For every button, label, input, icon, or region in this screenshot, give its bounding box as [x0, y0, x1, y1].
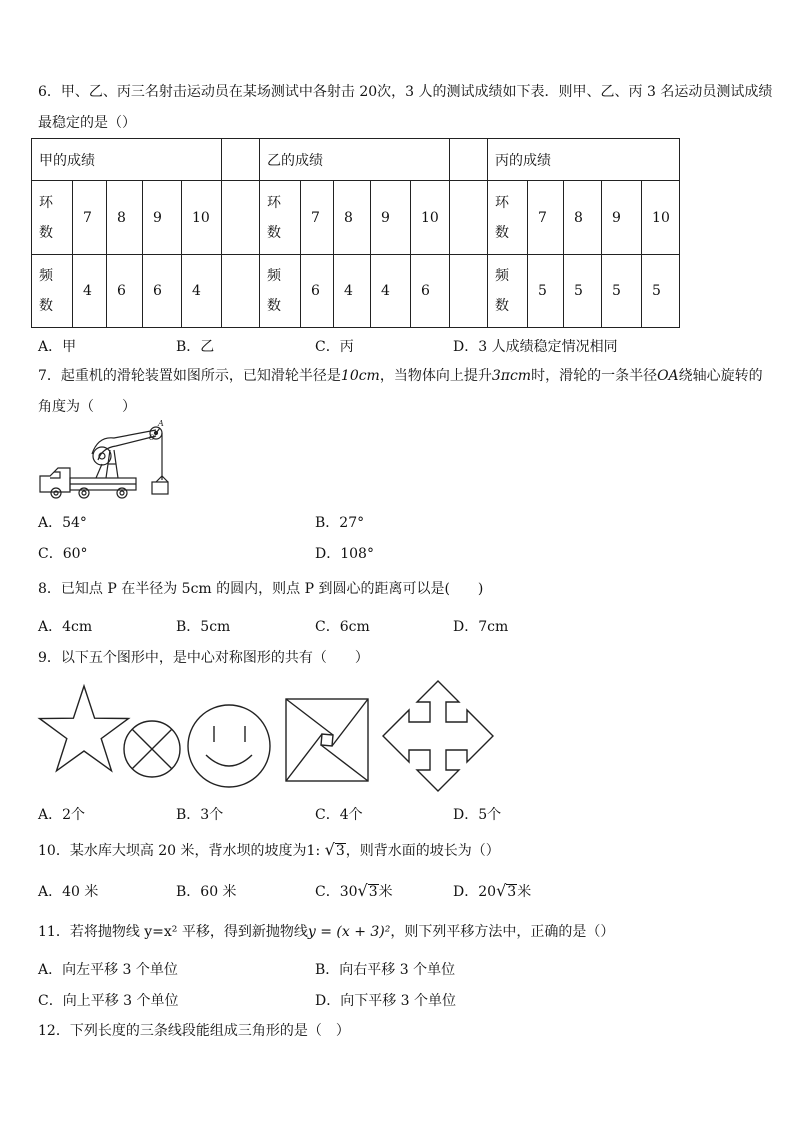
freq-cell: 6 — [411, 255, 450, 328]
q10-option-a[interactable]: A．40 米 — [38, 884, 99, 900]
freq-cell: 5 — [528, 255, 564, 328]
q9-option-d[interactable]: D．5个 — [453, 807, 502, 823]
q11-formula: y = (x + 3)² — [307, 924, 391, 940]
q8-option-b[interactable]: B．5cm — [176, 619, 231, 635]
q10-option-b[interactable]: B．60 米 — [176, 884, 237, 900]
q6-option-d[interactable]: D．3 人成绩稳定情况相同 — [453, 339, 618, 355]
q9-option-c[interactable]: C．4个 — [315, 807, 363, 823]
freq-cell: 4 — [182, 255, 222, 328]
ring-cell: 10 — [411, 181, 450, 255]
q11-option-d[interactable]: D．向下平移 3 个单位 — [315, 993, 457, 1009]
q6-stem-line2: 最稳定的是（） — [38, 115, 136, 131]
q9-figures — [38, 680, 498, 792]
q7-stem-line1: 7．起重机的滑轮装置如图所示，已知滑轮半径是10cm，当物体向上提升3πcm时，滑轮的一条半径OA绕轴心旋转的 — [38, 368, 763, 384]
star-figure — [40, 686, 129, 771]
q10-option-c[interactable]: C．30√3米 — [315, 881, 393, 900]
q7-option-c[interactable]: C．60° — [38, 546, 88, 562]
freq-cell: 4 — [73, 255, 107, 328]
freq-cell: 6 — [107, 255, 143, 328]
table-spacer — [222, 181, 260, 255]
q8-option-d[interactable]: D．7cm — [453, 619, 509, 635]
q11-option-a[interactable]: A．向左平移 3 个单位 — [38, 962, 178, 978]
q9-option-b[interactable]: B．3个 — [176, 807, 224, 823]
four-arrow-figure — [383, 681, 493, 791]
table-header-jia: 甲的成绩 — [32, 139, 222, 181]
q8-option-c[interactable]: C．6cm — [315, 619, 370, 635]
table-spacer — [222, 139, 260, 181]
freq-cell: 6 — [301, 255, 334, 328]
freq-cell: 5 — [642, 255, 680, 328]
q7-option-a[interactable]: A．54° — [38, 515, 87, 531]
table-spacer — [450, 181, 488, 255]
pinwheel-square-figure — [286, 699, 368, 781]
table-header-yi: 乙的成绩 — [260, 139, 450, 181]
freq-cell: 4 — [334, 255, 371, 328]
ring-cell: 7 — [301, 181, 334, 255]
figure-label-a: A — [158, 419, 164, 428]
ring-label-cell: 环 数 — [32, 181, 73, 255]
ring-cell: 7 — [73, 181, 107, 255]
freq-label-cell: 频 数 — [488, 255, 528, 328]
q7-option-b[interactable]: B．27° — [315, 515, 365, 531]
q9-option-a[interactable]: A．2个 — [38, 807, 86, 823]
q12-stem: 12．下列长度的三条线段能组成三角形的是（ ） — [38, 1023, 350, 1039]
ring-cell: 9 — [371, 181, 411, 255]
ring-cell: 7 — [528, 181, 564, 255]
q6-option-c[interactable]: C．丙 — [315, 339, 354, 355]
table-header-bing: 丙的成绩 — [488, 139, 680, 181]
freq-cell: 4 — [371, 255, 411, 328]
q8-stem: 8．已知点 P 在半径为 5cm 的圆内，则点 P 到圆心的距离可以是( ) — [38, 581, 484, 597]
q11-option-c[interactable]: C．向上平移 3 个单位 — [38, 993, 179, 1009]
q6-option-b[interactable]: B．乙 — [176, 339, 215, 355]
ring-cell: 10 — [182, 181, 222, 255]
freq-label-cell: 频 数 — [260, 255, 301, 328]
q10-stem: 10．某水库大坝高 20 米，背水坝的坡度为1: √3，则背水面的坡长为（） — [38, 840, 500, 859]
figure-label-o: O — [149, 434, 155, 442]
freq-label-cell: 频 数 — [32, 255, 73, 328]
ring-label-cell: 环 数 — [260, 181, 301, 255]
ring-label-cell: 环 数 — [488, 181, 528, 255]
q11-stem: 11．若将抛物线 y=x² 平移，得到新抛物线y = (x + 3)²，则下列平移方法中，正确的是（） — [38, 924, 615, 940]
q10-option-d[interactable]: D．20√3米 — [453, 881, 532, 900]
q7-option-d[interactable]: D．108° — [315, 546, 374, 562]
ring-cell: 8 — [334, 181, 371, 255]
q7-stem-line2: 角度为（ ） — [38, 399, 136, 415]
table-spacer — [450, 255, 488, 328]
circle-x-figure — [124, 721, 180, 777]
ring-cell: 9 — [143, 181, 182, 255]
q11-option-b[interactable]: B．向右平移 3 个单位 — [315, 962, 456, 978]
q9-stem: 9．以下五个图形中，是中心对称图形的共有（ ） — [38, 650, 369, 666]
ring-cell: 10 — [642, 181, 680, 255]
q8-option-a[interactable]: A．4cm — [38, 619, 93, 635]
table-spacer — [450, 139, 488, 181]
smiley-figure — [188, 705, 270, 787]
freq-cell: 5 — [602, 255, 642, 328]
ring-cell: 8 — [564, 181, 602, 255]
freq-cell: 5 — [564, 255, 602, 328]
q6-option-a[interactable]: A．甲 — [38, 339, 77, 355]
freq-cell: 6 — [143, 255, 182, 328]
ring-cell: 9 — [602, 181, 642, 255]
q6-score-table — [31, 138, 680, 328]
ring-cell: 8 — [107, 181, 143, 255]
crane-figure — [36, 420, 168, 502]
q6-stem-line1: 6．甲、乙、丙三名射击运动员在某场测试中各射击 20次，3 人的测试成绩如下表．则甲、乙、丙 3 名运动员测试成绩 — [38, 84, 773, 100]
table-spacer — [222, 255, 260, 328]
